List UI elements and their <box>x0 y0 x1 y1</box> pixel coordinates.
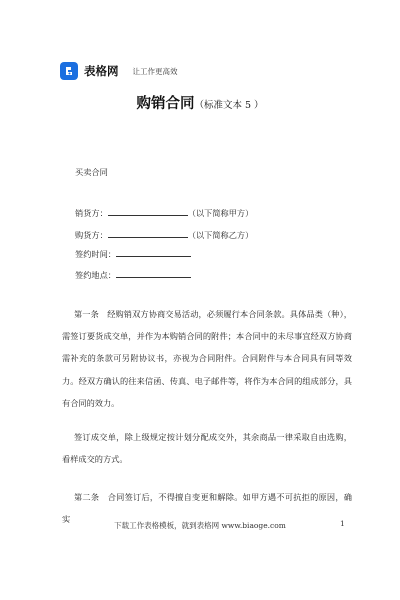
sign-place-field <box>75 268 191 281</box>
order-form-paragraph: 签订成交单，除上级规定按计划分配成交外，其余商品一律采取自由选购，看样成交的方式。 <box>62 432 352 465</box>
contract-heading: 买卖合同 <box>75 167 108 177</box>
biaoge-logo-icon <box>60 62 78 80</box>
brand-slogan: 让工作更高效 <box>132 66 178 76</box>
title-sub: （标准文本 5 ） <box>194 100 264 111</box>
seller-label: 销货方： <box>75 208 108 218</box>
sign-place-label: 签约地点： <box>75 270 116 280</box>
sign-time-blank <box>116 247 191 257</box>
buyer-note: （以下简称乙方） <box>187 230 254 240</box>
clause-one-paragraph: 第一条 经购销双方协商交易活动，必须履行本合同条款。具体品类（种），需签订要货成交单，并作为本购销合同的附件；本合同中的未尽事宜经双方协商需补充的条款可另附协议书，亦视为合同附件。合同附件与本合同具有同等效力。经双方确认的往来信函、传真、电子邮件等，将作为本合同的组成部分，具有合同的效力。 <box>62 309 352 408</box>
seller-field <box>75 206 253 219</box>
buyer-blank <box>108 228 188 238</box>
brand-name: 表格网 <box>84 64 119 78</box>
buyer-label: 购货方： <box>75 230 108 240</box>
sign-time-field <box>75 247 191 260</box>
page-number: 1 <box>340 519 345 528</box>
seller-note: （以下简称甲方） <box>187 208 254 218</box>
sign-time-label: 签约时间： <box>75 249 116 259</box>
document-title <box>0 92 400 113</box>
brand-header <box>60 62 178 80</box>
clause-two-paragraph: 第二条 合同签订后，不得擅自变更和解除。如甲方遇不可抗拒的原因，确实 <box>62 492 352 525</box>
seller-blank <box>108 206 188 216</box>
sign-place-blank <box>116 268 191 278</box>
buyer-field <box>75 228 253 241</box>
footer-text: 下载工作表格模板，就到表格网 www.biaoge.com <box>114 521 286 530</box>
title-main: 购销合同 <box>136 95 195 112</box>
